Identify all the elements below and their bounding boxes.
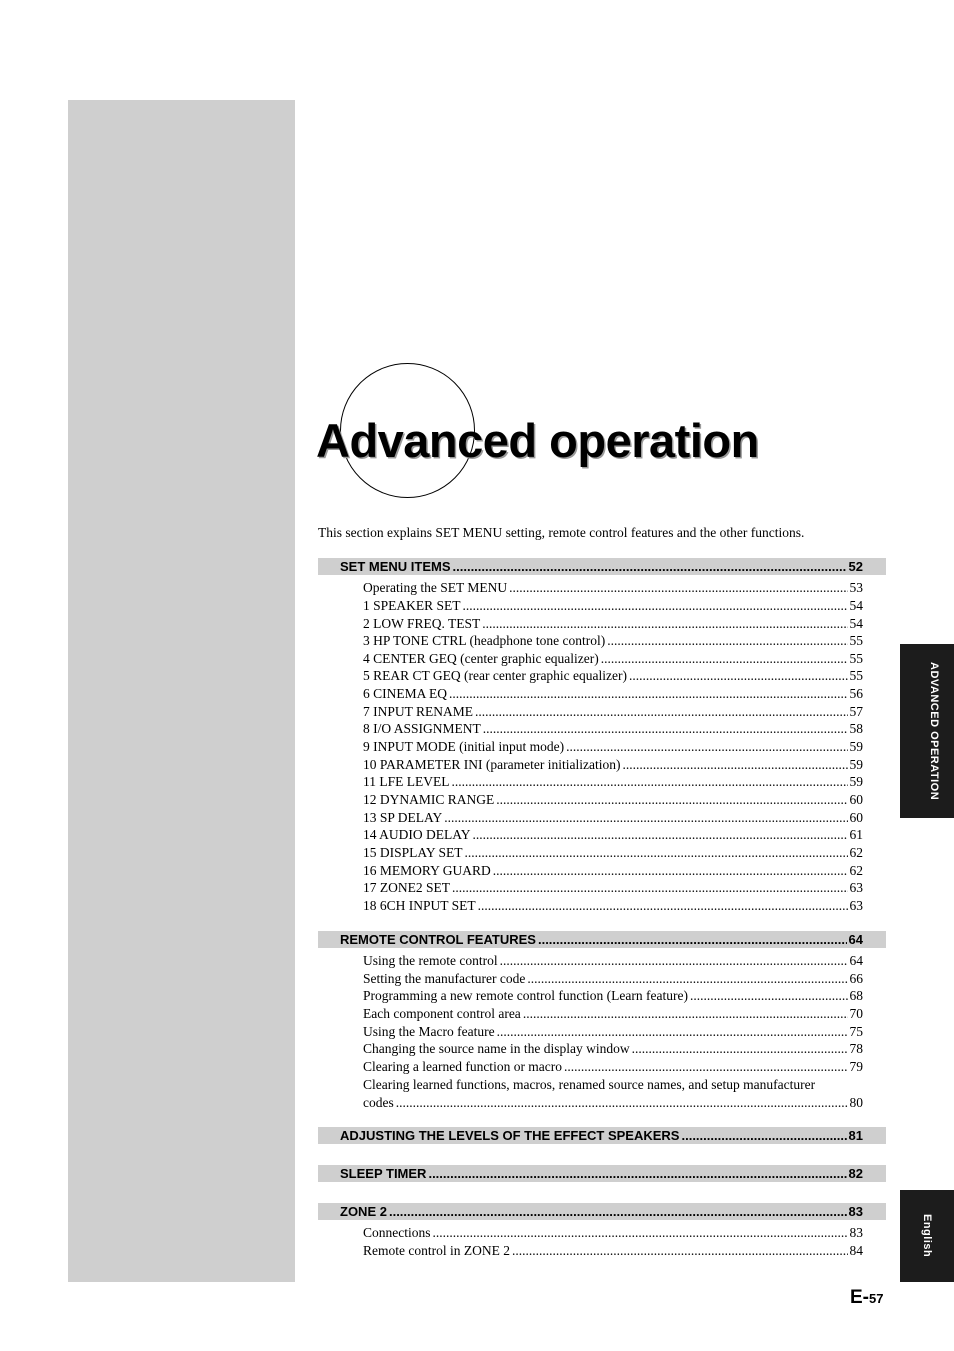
toc-section-page: 83 <box>848 1204 863 1219</box>
toc-section-zone-2[interactable] <box>318 1203 886 1220</box>
toc-item[interactable] <box>363 1040 863 1058</box>
dot-leader <box>482 615 847 633</box>
toc-item-label: 2 LOW FREQ. TEST <box>363 616 481 631</box>
toc-item[interactable] <box>363 844 863 862</box>
toc-item-page: 55 <box>849 668 863 683</box>
toc-item-page: 66 <box>849 971 863 986</box>
toc-item[interactable] <box>363 1242 863 1260</box>
dot-leader <box>538 931 847 948</box>
dot-leader <box>564 1058 847 1076</box>
dot-leader <box>452 879 848 897</box>
toc-section-label: SET MENU ITEMS <box>340 559 451 574</box>
tab-advanced-label: ADVANCED OPERATION <box>928 661 940 801</box>
toc-item-label: Using the Macro feature <box>363 1024 495 1039</box>
toc-item-label-line2: codes <box>363 1095 394 1110</box>
toc-item-label: 6 CINEMA EQ <box>363 686 447 701</box>
toc-item-page: 83 <box>849 1225 863 1240</box>
dot-leader <box>444 809 847 827</box>
toc-item-label: 5 REAR CT GEQ (rear center graphic equalizer) <box>363 668 628 683</box>
dot-leader <box>601 650 848 668</box>
dot-leader <box>566 738 847 756</box>
toc-item[interactable] <box>363 809 863 827</box>
toc-item[interactable] <box>363 1224 863 1242</box>
toc-item[interactable] <box>363 738 863 756</box>
toc-item-page: 59 <box>849 774 863 789</box>
side-panel <box>68 100 295 1282</box>
toc-item[interactable] <box>363 685 863 703</box>
dot-leader <box>497 1023 848 1041</box>
toc-item[interactable] <box>363 791 863 809</box>
toc-item-label: 4 CENTER GEQ (center graphic equalizer) <box>363 651 599 666</box>
toc-item-label: 13 SP DELAY <box>363 810 443 825</box>
toc-item-label: Each component control area <box>363 1006 521 1021</box>
toc-item-label-line1: Clearing learned functions, macros, renamed source names, and setup manufacturer <box>363 1077 816 1092</box>
toc-section-page: 52 <box>848 559 863 574</box>
toc-item-page: 59 <box>849 739 863 754</box>
toc-item[interactable] <box>363 703 863 721</box>
toc-item[interactable] <box>363 667 863 685</box>
dot-leader <box>428 1165 846 1182</box>
toc-item-page: 84 <box>849 1243 863 1258</box>
toc-section-label: REMOTE CONTROL FEATURES <box>340 932 536 947</box>
dot-leader <box>389 1203 847 1220</box>
toc-item[interactable] <box>363 773 863 791</box>
toc-item-line2 <box>363 1094 863 1112</box>
dot-leader <box>449 685 848 703</box>
toc-section-set-menu-items[interactable] <box>318 558 886 575</box>
toc-item-page: 79 <box>849 1059 863 1074</box>
dot-leader <box>690 987 848 1005</box>
toc-item-label: Setting the manufacturer code <box>363 971 526 986</box>
toc-item-wrapped[interactable] <box>363 1076 863 1112</box>
toc-item[interactable] <box>363 1058 863 1076</box>
dot-leader <box>475 703 847 721</box>
toc-item[interactable] <box>363 952 863 970</box>
toc-item-label: 12 DYNAMIC RANGE <box>363 792 495 807</box>
tab-language-english <box>900 1190 954 1282</box>
dot-leader <box>509 579 847 597</box>
dot-leader <box>496 791 847 809</box>
toc-item-page: 61 <box>849 827 863 842</box>
toc-item-label: Operating the SET MENU <box>363 580 508 595</box>
dot-leader <box>632 1040 848 1058</box>
dot-leader <box>465 844 848 862</box>
toc-item-page: 60 <box>849 792 863 807</box>
toc-item[interactable] <box>363 579 863 597</box>
toc-item-page: 62 <box>849 863 863 878</box>
toc-item-page: 55 <box>849 651 863 666</box>
toc-item-label: Changing the source name in the display window <box>363 1041 630 1056</box>
toc-item-label: Remote control in ZONE 2 <box>363 1243 510 1258</box>
toc-item[interactable] <box>363 970 863 988</box>
toc-item-label: Connections <box>363 1225 431 1240</box>
dot-leader <box>493 862 848 880</box>
page-number <box>850 1287 883 1309</box>
toc-item-page: 60 <box>849 810 863 825</box>
toc-section-label: ZONE 2 <box>340 1204 387 1219</box>
toc-item[interactable] <box>363 632 863 650</box>
toc-item[interactable] <box>363 987 863 1005</box>
dot-leader <box>500 952 848 970</box>
toc-item-page: 63 <box>849 880 863 895</box>
dot-leader <box>463 597 848 615</box>
toc-item-page: 80 <box>849 1095 863 1110</box>
toc-section-page: 64 <box>848 932 863 947</box>
toc-item-label: 7 INPUT RENAME <box>363 704 474 719</box>
toc-item-page: 55 <box>849 633 863 648</box>
toc-item-page: 54 <box>849 598 863 613</box>
dot-leader <box>607 632 847 650</box>
dot-leader <box>527 970 847 988</box>
toc-item-page: 70 <box>849 1006 863 1021</box>
dot-leader <box>433 1224 848 1242</box>
toc-item[interactable] <box>363 720 863 738</box>
dot-leader <box>512 1242 848 1260</box>
toc-item-page: 68 <box>849 988 863 1003</box>
toc-item-page: 54 <box>849 616 863 631</box>
toc-item-page: 56 <box>849 686 863 701</box>
page-number-prefix: E- <box>850 1287 869 1308</box>
toc-item-page: 64 <box>849 953 863 968</box>
toc-item-label: 9 INPUT MODE (initial input mode) <box>363 739 565 754</box>
toc-item-label: 11 LFE LEVEL <box>363 774 450 789</box>
toc-item[interactable] <box>363 1005 863 1023</box>
toc-item-label: Using the remote control <box>363 953 498 968</box>
dot-leader <box>622 756 847 774</box>
toc-item-page: 57 <box>849 704 863 719</box>
dot-leader <box>483 720 848 738</box>
toc-item-label: 15 DISPLAY SET <box>363 845 463 860</box>
toc-item-page: 58 <box>849 721 863 736</box>
dot-leader <box>396 1094 848 1112</box>
toc-section-sleep-timer[interactable] <box>318 1165 886 1182</box>
toc-item-page: 62 <box>849 845 863 860</box>
tab-language-label: English <box>921 1214 933 1258</box>
toc-item[interactable] <box>363 756 863 774</box>
toc-section-page: 82 <box>848 1166 863 1181</box>
toc-item[interactable] <box>363 879 863 897</box>
dot-leader <box>453 558 847 575</box>
toc-item-page: 53 <box>849 580 863 595</box>
toc-section-remote-control-features[interactable] <box>318 931 886 948</box>
toc-item-label: 3 HP TONE CTRL (headphone tone control) <box>363 633 606 648</box>
toc-item[interactable] <box>363 650 863 668</box>
toc-item-label: Clearing a learned function or macro <box>363 1059 563 1074</box>
toc-item-page: 59 <box>849 757 863 772</box>
toc-item[interactable] <box>363 597 863 615</box>
toc-item-label: 17 ZONE2 SET <box>363 880 450 895</box>
intro-text: This section explains SET MENU setting, remote control features and the other functions. <box>318 525 805 540</box>
toc-section-label: SLEEP TIMER <box>340 1166 427 1181</box>
dot-leader <box>451 773 847 791</box>
toc-item[interactable] <box>363 615 863 633</box>
toc-item-label: Programming a new remote control function (Learn feature) <box>363 988 688 1003</box>
toc-item[interactable] <box>363 826 863 844</box>
dot-leader <box>478 897 848 915</box>
toc-item-label: 1 SPEAKER SET <box>363 598 461 613</box>
toc-item-label: 14 AUDIO DELAY <box>363 827 471 842</box>
toc-section-page: 81 <box>848 1128 863 1143</box>
toc-item-label: 8 I/O ASSIGNMENT <box>363 721 481 736</box>
dot-leader <box>681 1127 846 1144</box>
toc-item[interactable] <box>363 897 863 915</box>
page-title: Advanced operation <box>316 414 759 467</box>
toc-item-page: 63 <box>849 898 863 913</box>
toc-item[interactable] <box>363 862 863 880</box>
toc-section-adjusting-levels[interactable] <box>318 1127 886 1144</box>
dot-leader <box>629 667 847 685</box>
toc-item-label: 18 6CH INPUT SET <box>363 898 476 913</box>
toc-item[interactable] <box>363 1023 863 1041</box>
toc-section-label: ADJUSTING THE LEVELS OF THE EFFECT SPEAKERS <box>340 1128 680 1143</box>
toc-item-page: 78 <box>849 1041 863 1056</box>
toc-item-page: 75 <box>849 1024 863 1039</box>
toc-item-label: 16 MEMORY GUARD <box>363 863 491 878</box>
tab-advanced-operation <box>900 644 954 818</box>
toc-item-label: 10 PARAMETER INI (parameter initialization) <box>363 757 621 772</box>
dot-leader <box>473 826 848 844</box>
page-number-value: 57 <box>869 1291 884 1306</box>
dot-leader <box>523 1005 848 1023</box>
